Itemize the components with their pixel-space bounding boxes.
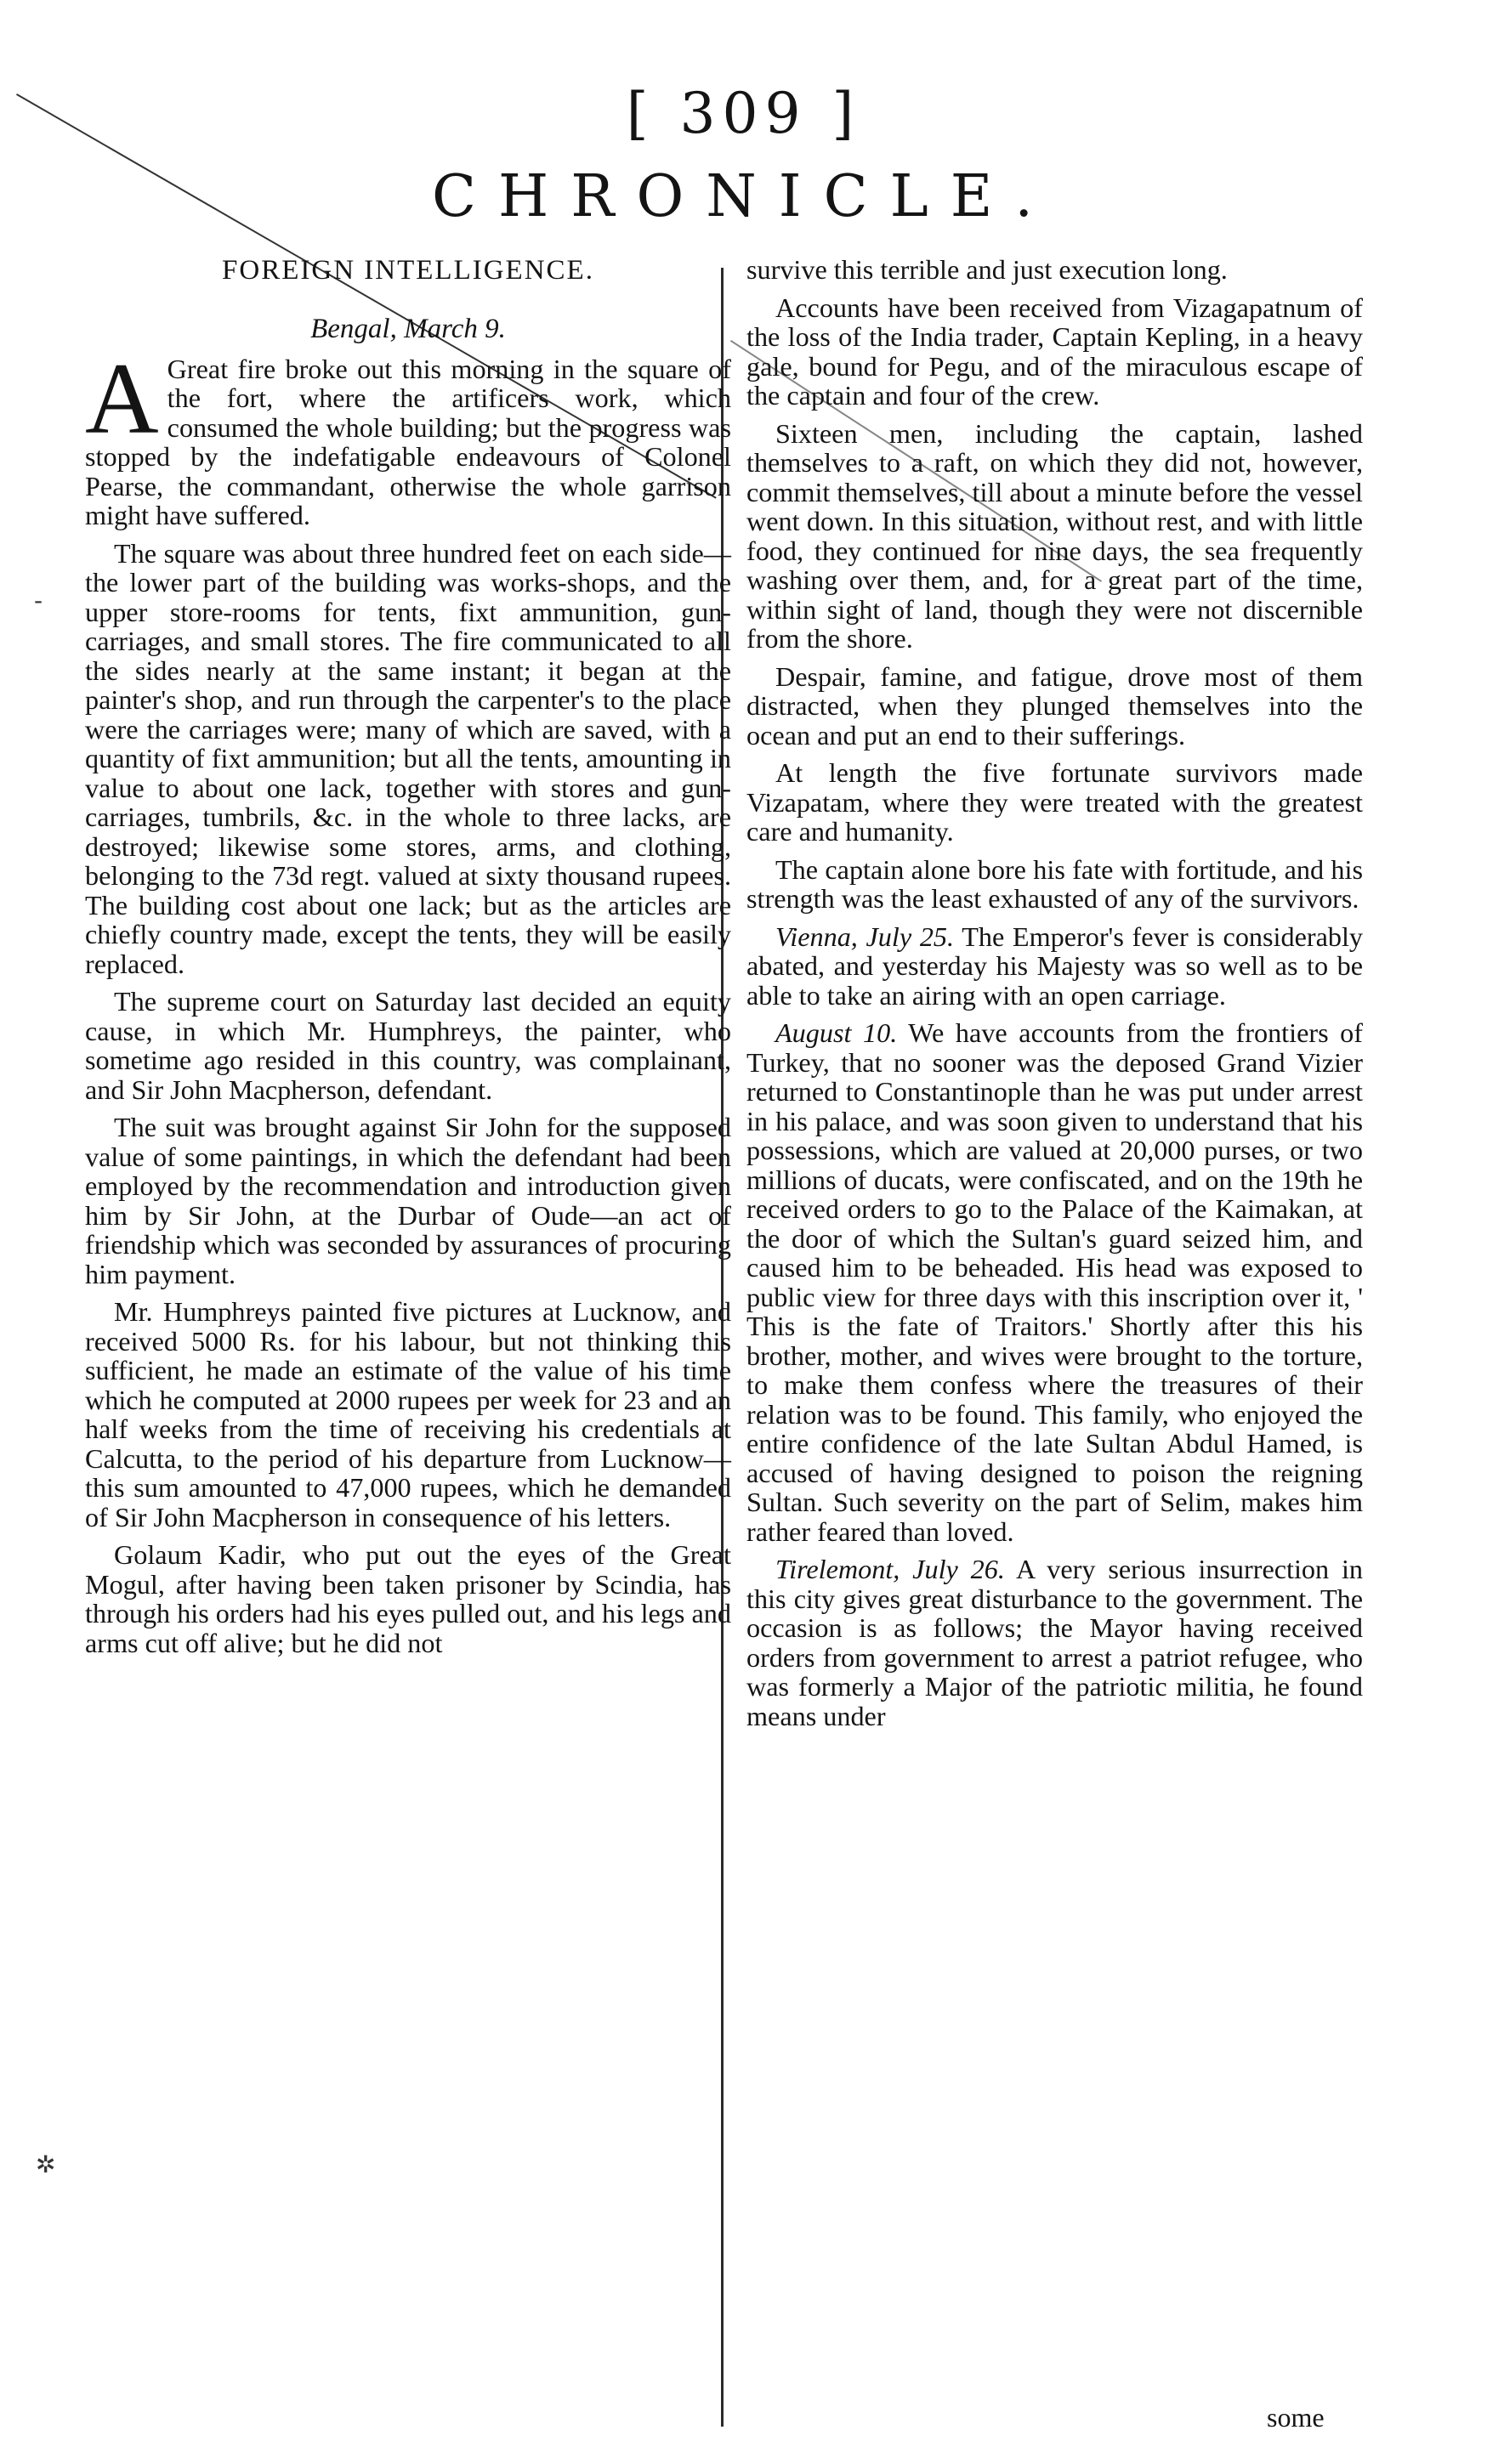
running-head: CHRONICLE. <box>431 163 1056 230</box>
paragraph-text: A very serious insurrection in this city gives great disturbance to the government. The occasion is as follows; the Mayor having received orders from government to arrest a patriot refugee, who was formerly a Major of the patriotic militia, he found means under <box>746 1554 1363 1731</box>
paragraph-text: The Emperor's fever is considerably abated, and yesterday his Majesty was so well as to be able to take an airing with an open carriage. <box>746 920 1363 1011</box>
paragraph-text: The captain alone bore his fate with fortitude, and his strength was the least exhausted of any of the survivors. <box>746 853 1363 914</box>
paragraph-text: Sixteen men, including the captain, lashed themselves to a raft, on which they did not, however, commit themselves, till about a minute before the vessel went down. In this situation, without rest, and with little food, they continued for nine days, the sea frequently washing over them, and, for a great part of the time, within sight of land, though they were not discernible from the shore. <box>746 417 1363 654</box>
article-paragraph <box>746 855 1363 914</box>
article-paragraph <box>85 341 731 530</box>
drop-cap: A <box>85 341 159 455</box>
article-paragraph <box>746 662 1363 751</box>
article-paragraph <box>746 293 1363 411</box>
dateline-lead: Vienna, July 25. <box>775 920 955 952</box>
left-column <box>85 255 731 1666</box>
paragraph-text: Accounts have been received from Vizagapatnum of the loss of the India trader, Captain Kepling, in a heavy gale, bound for Pegu, and of the miraculous escape of the captain and four of the crew. <box>746 292 1363 411</box>
paragraph-text: Despair, famine, and fatigue, drove most of them distracted, when they plunged themselves into the ocean and put an end to their sufferings. <box>746 660 1363 751</box>
article-paragraph: Golaum Kadir, who put out the eyes of the Great Mogul, after having been taken prisoner by Scindia, has through his orders had his eyes pulled out, and his legs and arms cut off alive; but he did not <box>85 1539 731 1658</box>
section-heading: FOREIGN INTELLIGENCE. <box>222 255 594 286</box>
margin-mark: ✲ <box>36 2150 56 2178</box>
right-column <box>746 255 1363 1739</box>
article-paragraph <box>746 255 1363 285</box>
article-paragraph: Mr. Humphreys painted five pictures at Lucknow, and received 5000 Rs. for his labour, but not thinking this sufficient, he made an estimate of the value of his time which he computed at 2000 rupees per week for 23 and an half weeks from the time of receiving his credentials at Calcutta, to the period of his departure from Lucknow—this sum amounted to 47,000 rupees, which he demanded of Sir John Macpherson in consequence of his letters. <box>85 1296 731 1532</box>
margin-mark: - <box>34 586 43 615</box>
article-paragraph <box>746 758 1363 847</box>
article-paragraph: The suit was brought against Sir John for the supposed value of some paintings, in which the defendant had been employed by the recommendation and introduction given him by Sir John, at the Durbar of Oude—an act of friendship which was seconded by assurances of procuring him payment. <box>85 1112 731 1289</box>
article-paragraph <box>746 922 1363 1011</box>
article-paragraph <box>746 1555 1363 1730</box>
paragraph-text: survive this terrible and just execution long. <box>746 254 1228 285</box>
page-number: [ 309 ] <box>626 81 861 146</box>
article-paragraph: The supreme court on Saturday last decided an equity cause, in which Mr. Humphreys, the painter, who sometime ago resided in this country, was complainant, and Sir John Macpherson, defendant. <box>85 986 731 1105</box>
article-paragraph <box>746 1018 1363 1546</box>
dateline: Bengal, March 9. <box>310 314 506 344</box>
paragraph-text: We have accounts from the frontiers of Turkey, that no sooner was the deposed Grand Vizier returned to Constantinople than he was put under arrest in his palace, and was soon given to understand that his possessions, which are valued at 20,000 purses, or two millions of ducats, were confiscated, and on the 19th he received orders to go to the Palace of the Kaimakan, at the door of which the Sultan's guard seized him, and caused him to be beheaded. His head was exposed to public view for three days with this inscription over it, ' This is the fate of Traitors.' Shortly after this his brother, mother, and wives were brought to the torture, to make them confess where the treasures of their relation was to be found. This family, who enjoyed the entire confidence of the late Sultan Abdul Hamed, is accused of having designed to poison the reigning Sultan. Such severity on the part of Selim, makes him rather feared than loved. <box>746 1017 1363 1547</box>
dateline-lead: August 10. <box>775 1017 898 1048</box>
article-paragraph: The square was about three hundred feet on each side—the lower part of the building was works-shops, and the upper store-rooms for tents, fixt ammunition, gun-carriages, and small stores. The fire communicated to all the sides nearly at the same instant; it began at the painter's shop, and run through the carpenter's to the place were the carriages were; many of which are saved, with a quantity of fixt ammunition; but all the tents, amounting in value to about one lack, together with stores and gun-carriages, tumbrils, &c. in the whole to three lacks, are destroyed; likewise some stores, arms, and clothing, belonging to the 73d regt. valued at sixty thousand rupees. The building cost about one lack; but as the articles are chiefly country made, except the tents, they will be easily replaced. <box>85 537 731 979</box>
paragraph-text: At length the five fortunate survivors made Vizapatam, where they were treated with the greatest care and humanity. <box>746 757 1363 847</box>
catchword: some <box>1267 2402 1325 2433</box>
paragraph-text: Great fire broke out this morning in the square of the fort, where the artificers work, which consumed the whole building; but the progress was stopped by the indefatigable endeavours of Colonel Pearse, the commandant, otherwise the whole garrison might have suffered. <box>85 353 731 530</box>
article-paragraph <box>746 419 1363 654</box>
dateline-lead: Tirelemont, July 26. <box>775 1554 1005 1584</box>
